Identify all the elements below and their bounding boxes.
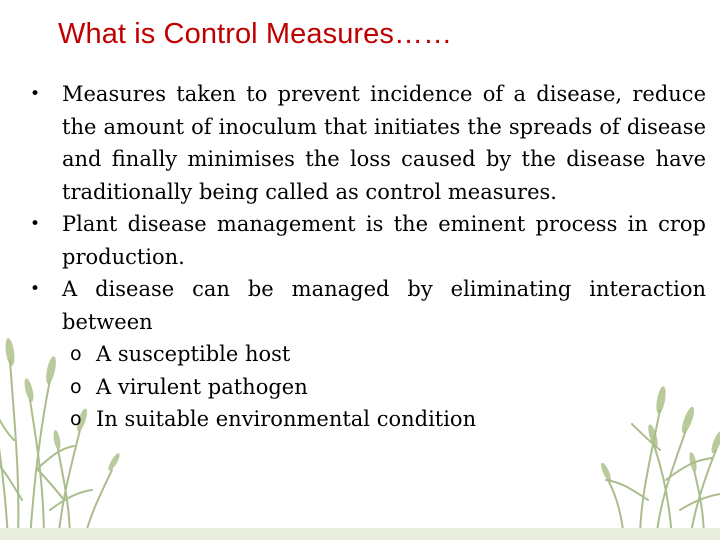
sub-bullet-item: [26, 403, 706, 436]
sub-bullet-icon: o: [70, 343, 82, 365]
bullet-icon: •: [29, 214, 41, 234]
bullet-text: A disease can be managed by eliminating interaction between: [62, 277, 706, 334]
sub-bullet-icon: o: [70, 408, 82, 430]
bullet-icon: •: [29, 84, 41, 104]
bullet-item: [26, 208, 706, 273]
bullet-item: [26, 273, 706, 338]
sub-bullet-item: [26, 371, 706, 404]
bullet-text: Plant disease management is the eminent process in crop production.: [62, 212, 706, 269]
slide-title: What is Control Measures……: [58, 18, 453, 50]
sub-bullet-text: In suitable environmental condition: [96, 407, 477, 431]
sub-bullet-list: [26, 338, 706, 436]
sub-bullet-text: A susceptible host: [96, 342, 291, 366]
bullet-icon: •: [29, 279, 41, 299]
bullet-list: [26, 78, 706, 436]
bullet-item: [26, 78, 706, 208]
sub-bullet-item: [26, 338, 706, 371]
sub-bullet-icon: o: [70, 375, 82, 398]
bullet-text: Measures taken to prevent incidence of a disease, reduce the amount of inoculum that initiates the spreads of disease and finally minimises the loss caused by the disease have traditionally being called as control measures.: [62, 82, 706, 204]
sub-bullet-text: A virulent pathogen: [96, 374, 308, 399]
